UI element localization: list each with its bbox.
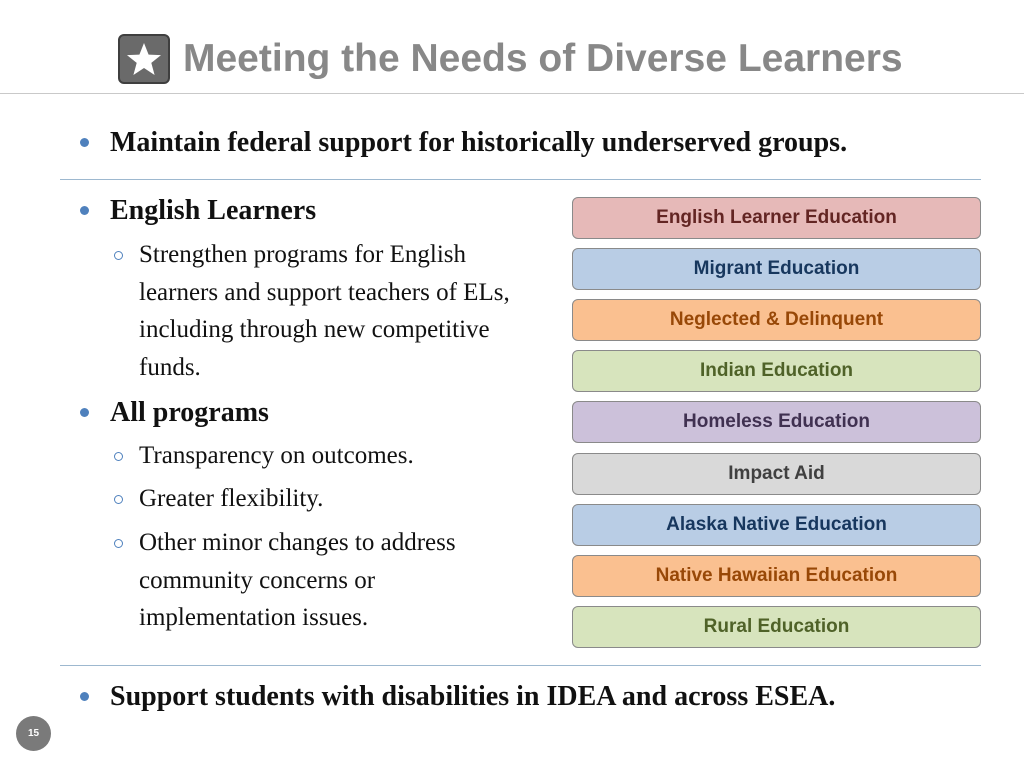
program-native-hawaiian-education: Native Hawaiian Education — [572, 555, 981, 597]
sub-bullet-text: Transparency on outcomes. — [139, 442, 414, 469]
bullet-dot — [80, 138, 89, 147]
bottom-bullet-text: Support students with disabilities in IDEA and across ESEA. — [110, 681, 836, 712]
sub-bullet — [114, 437, 514, 475]
sub-bullet — [114, 236, 514, 386]
section-english-learners — [80, 194, 316, 228]
star-icon — [118, 34, 170, 84]
top-bullet — [80, 126, 847, 160]
section-all-programs — [80, 396, 269, 430]
sub-bullet — [114, 524, 514, 637]
section-heading: English Learners — [110, 195, 317, 226]
sub-bullet-circle — [114, 539, 123, 548]
top-bullet-text: Maintain federal support for historically underserved groups. — [110, 127, 848, 158]
sub-bullet-text: Strengthen programs for English learners and support teachers of ELs, including through new competitive funds. — [139, 241, 510, 381]
bottom-bullet — [80, 680, 835, 714]
program-rural-education: Rural Education — [572, 606, 981, 648]
sub-bullet-text: Greater flexibility. — [139, 485, 324, 512]
sub-bullet-text: Other minor changes to address community concerns or implementation issues. — [139, 529, 456, 631]
program-migrant-education: Migrant Education — [572, 248, 981, 290]
header-divider — [0, 93, 1024, 94]
slide-header — [0, 0, 1024, 94]
program-neglected-delinquent: Neglected & Delinquent — [572, 299, 981, 341]
page-number: 15 — [16, 716, 51, 751]
sub-bullet-circle — [114, 495, 123, 504]
bullet-dot — [80, 206, 89, 215]
bullet-dot — [80, 692, 89, 701]
sub-bullet-circle — [114, 452, 123, 461]
program-impact-aid: Impact Aid — [572, 453, 981, 495]
sub-bullet-circle — [114, 251, 123, 260]
divider-bottom — [60, 665, 981, 666]
page-title: Meeting the Needs of Diverse Learners — [183, 37, 903, 80]
divider-top — [60, 179, 981, 180]
program-indian-education: Indian Education — [572, 350, 981, 392]
program-alaska-native-education: Alaska Native Education — [572, 504, 981, 546]
bullet-dot — [80, 408, 89, 417]
section-heading: All programs — [110, 397, 269, 428]
program-homeless-education: Homeless Education — [572, 401, 981, 443]
program-english-learner-education: English Learner Education — [572, 197, 981, 239]
sub-bullet — [114, 480, 514, 518]
